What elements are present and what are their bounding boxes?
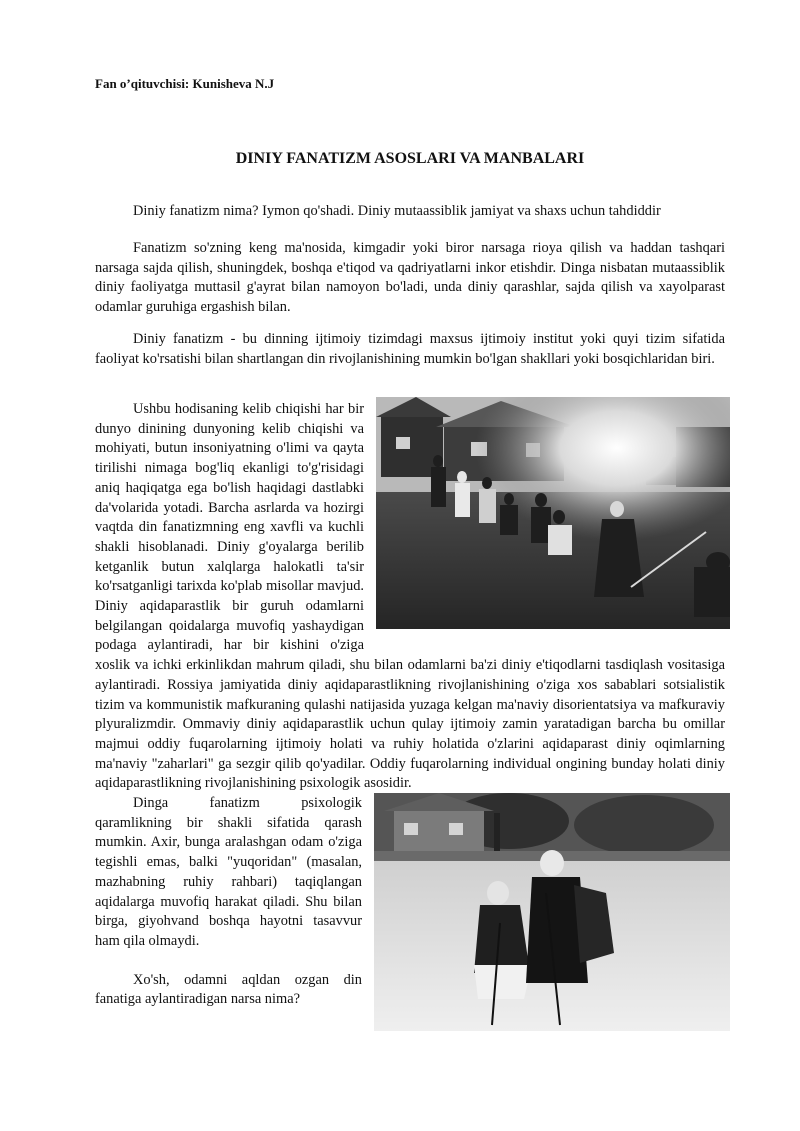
paragraph-5-block [95, 794, 725, 1031]
paragraph-1: Diniy fanatizm nima? Iymon qo'shadi. Diniy mutaassiblik jamiyat va shaxs uchun tahdiddir [133, 203, 661, 219]
paragraph-6: Xo'sh, odamni aqldan ozgan din fanatiga aylantiradigan narsa nima? [95, 971, 362, 1008]
paragraph-5-text: Dinga fanatizm psixologik qaramlikning bir shakli sifatida qarash mumkin. Axir, bunga aralashgan odam o'ziga tegishli emas, balki "yuqoridan" (masalan, mazhabning ruhiy rahbari) taqiqlangan aqidalarga muvofiq harakat qiladi. Shu bilan birga, giyohvand boshqa hayotni tasavvur ham qila olmaydi. [95, 795, 362, 949]
paragraph-2: Fanatizm so'zning keng ma'nosida, kimgadir yoki biror narsaga rioya qilish va haddan tashqari narsaga sajda qilish, shuningdek, boshqa e'tiqod va qadriyatlarni inkor etishdir. Dinga nisbatan mutaassiblik diniy faoliyatga muttasil g'ayrat bilan namoyon bo'ladi, unda diniy qarashlar, sajda qilish va xayolparast odamlar guruhiga ergashish bilan. [95, 240, 725, 316]
photo-women-kneeling-road [374, 793, 730, 1031]
paragraph-3: Diniy fanatizm - bu dinning ijtimoiy tizimdagi maxsus ijtimoiy institut yoki quyi tizim sifatida faoliyat ko'rsatishi bilan shartlangan din rivojlanishining mumkin bo'lgan shakllari yoki bosqichlaridan biri. [95, 331, 725, 367]
document-title: DINIY FANATIZM ASOSLARI VA MANBALARI [235, 150, 585, 167]
photo-village-crowd-kneeling-drawing [376, 397, 730, 629]
photo-women-kneeling-road-drawing [374, 793, 730, 1031]
photo-village-crowd-kneeling [376, 397, 730, 629]
paragraph-4-block [95, 400, 725, 794]
paragraph-4-text: Ushbu hodisaning kelib chiqishi har bir dunyo dinining dunyoning kelib chiqishi va mohiyati, butun insoniyatning o'limi va qayta tirilishi nimaga bog'liq ekanligi to'g'risidagi aniq haqiqatga ega bo'lish haqidagi dastlabki da'volarida yotadi. Barcha asrlarda va hozirgi vaqtda din fanatizmning eng xavfli va kuchli shakli hisoblanadi. Diniy g'oyalarga berilib ketganlik butun xalqlarga halokatli ta'sir ko'rsatganligi tarixda ko'plab misollar mavjud. Diniy aqidaparastlik bir guruh odamlarni belgilangan qoidalarga muvofiq yashaydigan podaga aylantiradi, har bir kishini o'ziga xoslik va ichki erkinlikdan mahrum qiladi, shu bilan odamlarni ba'zi diniy e'tiqodlarni tasdiqlash vositasiga aylantiradi. Rossiya jamiyatida diniy aqidaparastlikning rivojlanishining o'ziga xos sabablari sotsialistik tizim va kommunistik mafkuraning qulashi natijasida yuzaga kelgan ma'naviy disorientatsiya va mafkuraviy plyuralizmdir. Ommaviy diniy aqidaparastlik uchun qulay ijtimoiy zamin yaratadigan barcha bu omillar majmui oddiy fuqarolarning ijtimoiy holati va ruhiy holatida o'zlarini aqidaparast diniy oqimlarning ma'naviy "zaharlari" ga sezgir qilib qo'yadilar. Oddiy fuqarolarning individual ongining bunday holati diniy aqidaparastlikning rivojlanishining psixologik asosidir. [95, 401, 725, 792]
teacher-line: Fan o’qituvchisi: Kunisheva N.J [95, 76, 275, 91]
